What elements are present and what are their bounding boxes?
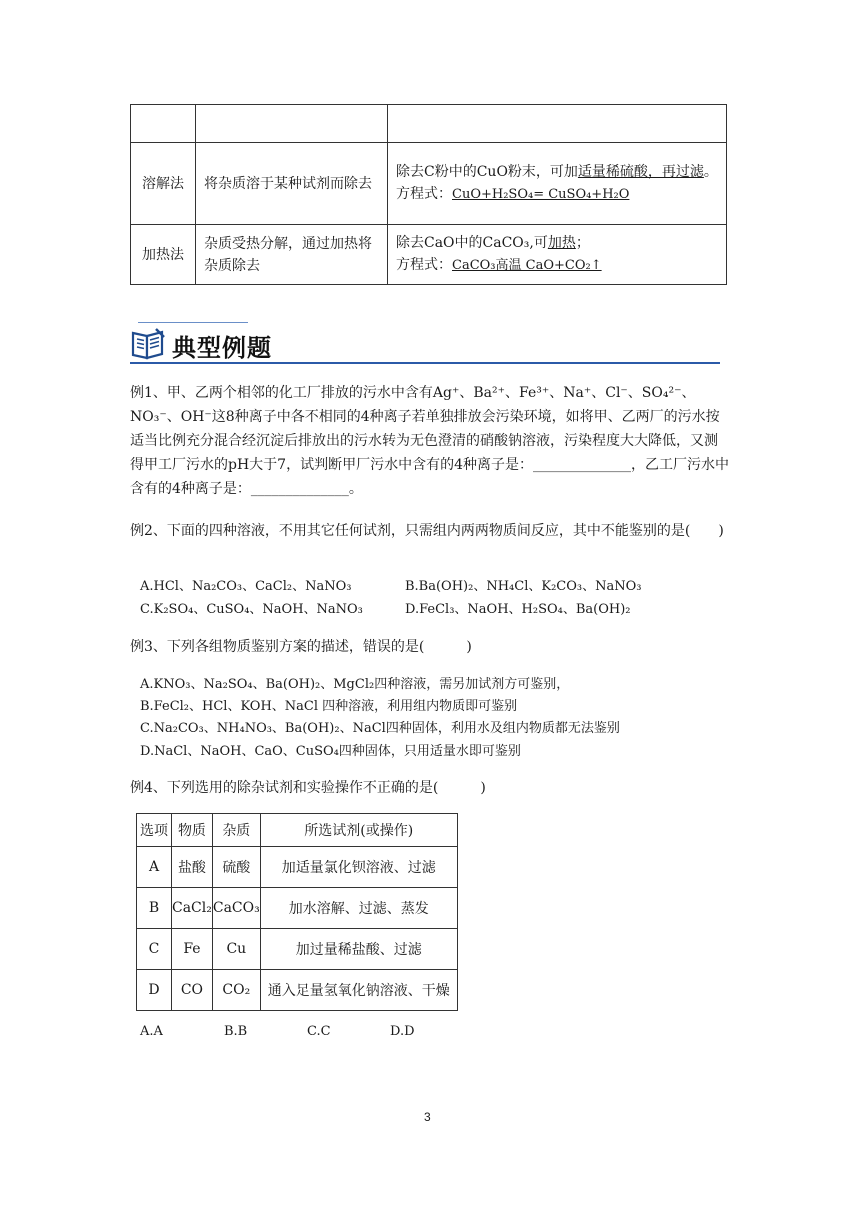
- option: C.K₂SO₄、CuSO₄、NaOH、NaNO₃: [140, 602, 363, 617]
- table-row: [131, 225, 727, 285]
- option: D.FeCl₃、NaOH、H₂SO₄、Ba(OH)₂: [405, 602, 631, 617]
- principle-cell: 将杂质溶于某种试剂而除去: [196, 143, 388, 225]
- example-cell: 除去C粉中的CuO粉末，可加适量稀硫酸，再过滤。 方程式：CuO+H₂SO₄= CuSO₄+H₂O: [388, 143, 727, 225]
- table-row: A 盐酸 硫酸 加适量氯化钡溶液、过滤: [137, 847, 458, 888]
- table-row: B CaCl₂ CaCO₃ 加水溶解、过滤、蒸发: [137, 888, 458, 929]
- table-header-row: [137, 814, 458, 847]
- table-row: D CO CO₂ 通入足量氢氧化钠溶液、干燥: [137, 970, 458, 1011]
- option: B.B: [224, 1024, 248, 1039]
- section-title: 典型例题: [172, 334, 272, 362]
- option: D.D: [390, 1024, 415, 1039]
- method-cell: 加热法: [131, 225, 196, 285]
- column-header: 所选试剂(或操作): [260, 814, 457, 847]
- table-row: [131, 105, 727, 143]
- example-3: 例3、下列各组物质鉴别方案的描述，错误的是( ): [130, 639, 472, 655]
- option: C.C: [307, 1024, 331, 1039]
- column-header: 选项: [137, 814, 172, 847]
- method-cell: 溶解法: [131, 143, 196, 225]
- principle-cell: 杂质受热分解，通过加热将杂质除去: [196, 225, 388, 285]
- table-row: [131, 143, 727, 225]
- example-4: 例4、下列选用的除杂试剂和实验操作不正确的是( ): [130, 780, 486, 796]
- example-2: 例2、下面的四种溶液，不用其它任何试剂，只需组内两两物质间反应，其中不能鉴别的是( ): [130, 523, 724, 539]
- option: A.A: [140, 1024, 163, 1039]
- equation: CuO+H₂SO₄= CuSO₄+H₂O: [452, 187, 630, 202]
- page-number: 3: [424, 1110, 431, 1124]
- table-row: C Fe Cu 加过量稀盐酸、过滤: [137, 929, 458, 970]
- column-header: 杂质: [212, 814, 260, 847]
- option: B.FeCl₂、HCl、KOH、NaCl 四种溶液，利用组内物质即可鉴别: [140, 699, 518, 714]
- impurity-removal-table: [136, 813, 458, 1011]
- equation: CaCO₃高温 CaO+CO₂↑: [452, 258, 602, 273]
- example-cell: 除去CaO中的CaCO₃,可加热； 方程式：CaCO₃高温 CaO+CO₂↑: [388, 225, 727, 285]
- example-1: 例1、甲、乙两个相邻的化工厂排放的污水中含有Ag⁺、Ba²⁺、Fe³⁺、Na⁺、Cl⁻、SO₄²⁻、NO₃⁻、OH⁻这8种离子中各不相同的4种离子若单独排放会污染环境，如将甲、乙两厂的污水按适当比例充分混合经沉淀后排放出的污水转为无色澄清的硝酸钠溶液，污染程度大大降低，又测得甲工厂污水的pH大于7，试判断甲厂污水中含有的4种离子是：______________，乙工厂污水中含有的4种离子是：______________。: [130, 385, 729, 497]
- section-heading: [130, 322, 720, 364]
- separation-methods-table: [130, 104, 727, 285]
- option: A.KNO₃、Na₂SO₄、Ba(OH)₂、MgCl₂四种溶液，需另加试剂方可鉴别，: [140, 677, 570, 692]
- divider: [130, 362, 720, 364]
- option: D.NaCl、NaOH、CaO、CuSO₄四种固体，只用适量水即可鉴别: [140, 744, 521, 759]
- option: C.Na₂CO₃、NH₄NO₃、Ba(OH)₂、NaCl四种固体，利用水及组内物质都无法鉴别: [140, 721, 620, 736]
- option: B.Ba(OH)₂、NH₄Cl、K₂CO₃、NaNO₃: [405, 579, 642, 594]
- column-header: 物质: [172, 814, 213, 847]
- option: A.HCl、Na₂CO₃、CaCl₂、NaNO₃: [140, 579, 352, 594]
- divider: [138, 322, 248, 323]
- book-icon: [130, 327, 166, 361]
